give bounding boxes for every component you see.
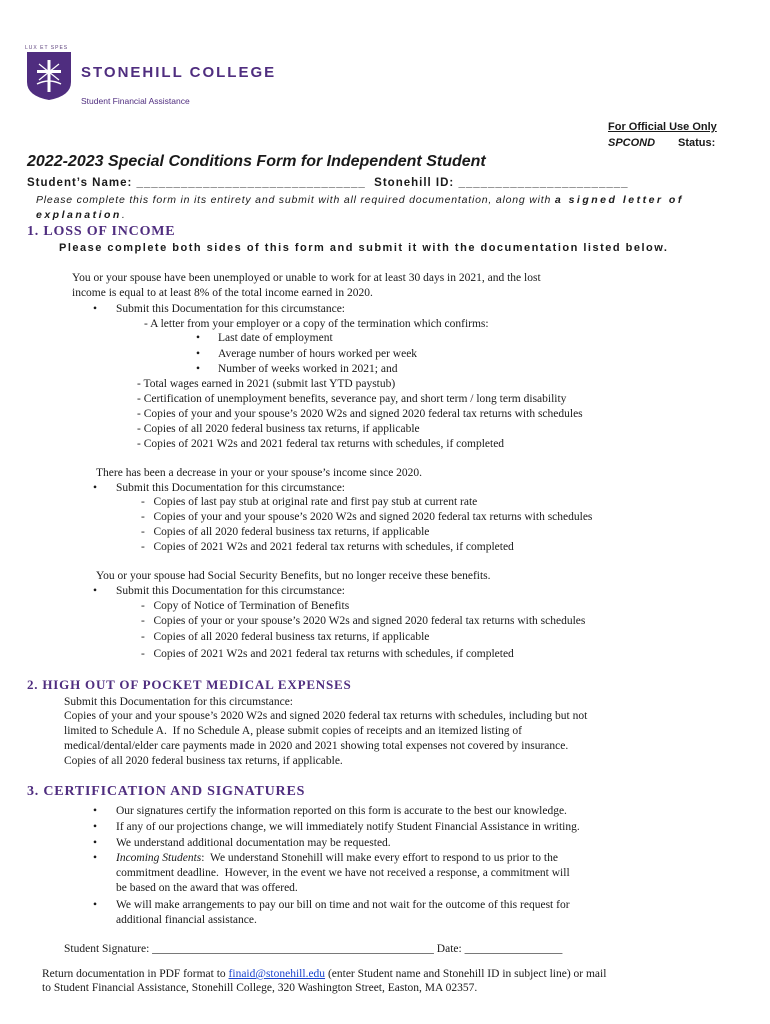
section-2-line: Copies of your and your spouse’s 2020 W2s and signed 2020 federal tax returns with schedules, including but not [64,710,588,722]
certification-item-cont: commitment deadline. However, in the event we have not received a response, a commitment will [116,867,570,879]
logo-motto: LUX ET SPES [25,45,69,51]
list-item: - Total wages earned in 2021 (submit last YTD paystub) [137,378,396,390]
list-item: - Copies of all 2020 federal business tax returns, if applicable [141,526,430,538]
incoming-students-label: Incoming Students [116,852,202,864]
list-item: - Copies of all 2020 federal business tax returns, if applicable [141,631,430,643]
footer-text-start: Return documentation in PDF format to [42,968,229,980]
list-item: - Copies of your and your spouse’s 2020 W2s and signed 2020 federal tax returns with schedules [141,511,593,523]
list-item: Average number of hours worked per week [218,348,418,360]
list-item: - Copies of last pay stub at original rate and first pay stub at current rate [141,496,478,508]
bullet-icon: • [196,348,201,360]
certification-item: Our signatures certify the information reported on this form is accurate to the best our knowledge. [116,805,567,817]
bullet-icon: • [93,482,98,494]
bullet-icon: • [93,852,98,864]
college-name: STONEHILL COLLEGE [81,64,277,81]
bullet-icon: • [196,363,201,375]
status-label: Status: [678,137,716,149]
signature-date-line[interactable]: Student Signature: _________________________________________________ Date: _________________ [64,943,563,955]
bullet-icon: • [93,805,98,817]
bullet-icon: • [93,837,98,849]
bullet-icon: • [93,585,98,597]
spcond-label: SPCOND [608,137,656,149]
form-title: 2022-2023 Special Conditions Form for Independent Student [27,153,486,170]
circumstance-a-line1: You or your spouse have been unemployed or unable to work for at least 30 days in 2021, and the lost [72,272,541,284]
section-2-line: Submit this Documentation for this circumstance: [64,696,294,708]
section-3-heading: 3. CERTIFICATION AND SIGNATURES [27,784,306,799]
instructions-text: Please complete this form in its entirety and submit with all required documentation, along with [36,194,552,206]
circumstance-b-submit: Submit this Documentation for this circumstance: [116,482,346,494]
bullet-icon: • [93,303,98,315]
certification-item: We will make arrangements to pay our bill on time and not wait for the outcome of this request for [116,899,570,911]
section-2-line: medical/dental/elder care payments made in 2020 and 2021 showing total expenses not covered by insurance. [64,740,569,752]
list-item: - Certification of unemployment benefits, severance pay, and short term / long term disability [137,393,567,405]
circumstance-b-line: There has been a decrease in your or your spouse’s income since 2020. [96,467,423,479]
incoming-students-text: : We understand Stonehill will make every effort to respond to us prior to the [201,852,558,864]
form-instructions [36,193,716,223]
instructions-emphasis: a signed letter of explanation [36,194,684,221]
list-item: Number of weeks worked in 2021; and [218,363,398,375]
list-item: - Copies of 2021 W2s and 2021 federal tax returns with schedules, if completed [141,648,514,660]
list-item: - Copies of all 2020 federal business tax returns, if applicable [137,423,420,435]
list-item: - Copy of Notice of Termination of Benefits [141,600,350,612]
list-item: - Copies of 2021 W2s and 2021 federal tax returns with schedules, if completed [137,438,505,450]
circumstance-a-letter: - A letter from your employer or a copy of the termination which confirms: [144,318,489,330]
circumstance-c-line: You or your spouse had Social Security Benefits, but no longer receive these benefits. [96,570,491,582]
bullet-icon: • [93,899,98,911]
student-name-id-line[interactable]: Student’s Name: _______________________________ Stonehill ID: _______________________ [27,177,629,189]
footer-line1 [42,967,606,982]
certification-item: If any of our projections change, we will immediately notify Student Financial Assistance in writing. [116,821,580,833]
footer-line2: to Student Financial Assistance, Stonehill College, 320 Washington Street, Easton, MA 02357. [42,982,478,994]
footer-text-mid: (enter Student name and Stonehill ID in subject line) or mail [325,968,607,980]
bullet-icon: • [196,332,201,344]
instructions-period: . [121,209,126,221]
section-2-heading: 2. HIGH OUT OF POCKET MEDICAL EXPENSES [27,677,352,692]
bullet-icon: • [93,821,98,833]
section-1-subheading: Please complete both sides of this form and submit it with the documentation listed below. [59,242,669,254]
list-item: - Copies of your and your spouse’s 2020 W2s and signed 2020 federal tax returns with schedules [137,408,583,420]
list-item: - Copies of your or your spouse’s 2020 W2s and signed 2020 federal tax returns with schedules [141,615,586,627]
certification-item-cont: additional financial assistance. [116,914,257,926]
department-name: Student Financial Assistance [81,96,190,106]
certification-item [116,851,558,866]
list-item: - Copies of 2021 W2s and 2021 federal tax returns with schedules, if completed [141,541,514,553]
section-2-line: Copies of all 2020 federal business tax returns, if applicable. [64,755,343,767]
college-crest-icon [25,52,73,100]
circumstance-a-submit: Submit this Documentation for this circumstance: [116,303,346,315]
circumstance-a-line2: income is equal to at least 8% of the total income earned in 2020. [72,287,373,299]
list-item: Last date of employment [218,332,333,344]
certification-item: We understand additional documentation may be requested. [116,837,391,849]
certification-item-cont: be based on the award that was offered. [116,882,298,894]
section-1-heading: 1. LOSS OF INCOME [27,224,176,239]
official-use-label: For Official Use Only [608,121,717,133]
email-link[interactable]: finaid@stonehill.edu [228,968,326,980]
circumstance-c-submit: Submit this Documentation for this circumstance: [116,585,346,597]
section-2-line: limited to Schedule A. If no Schedule A, please submit copies of receipts and an itemized listing of [64,725,522,737]
